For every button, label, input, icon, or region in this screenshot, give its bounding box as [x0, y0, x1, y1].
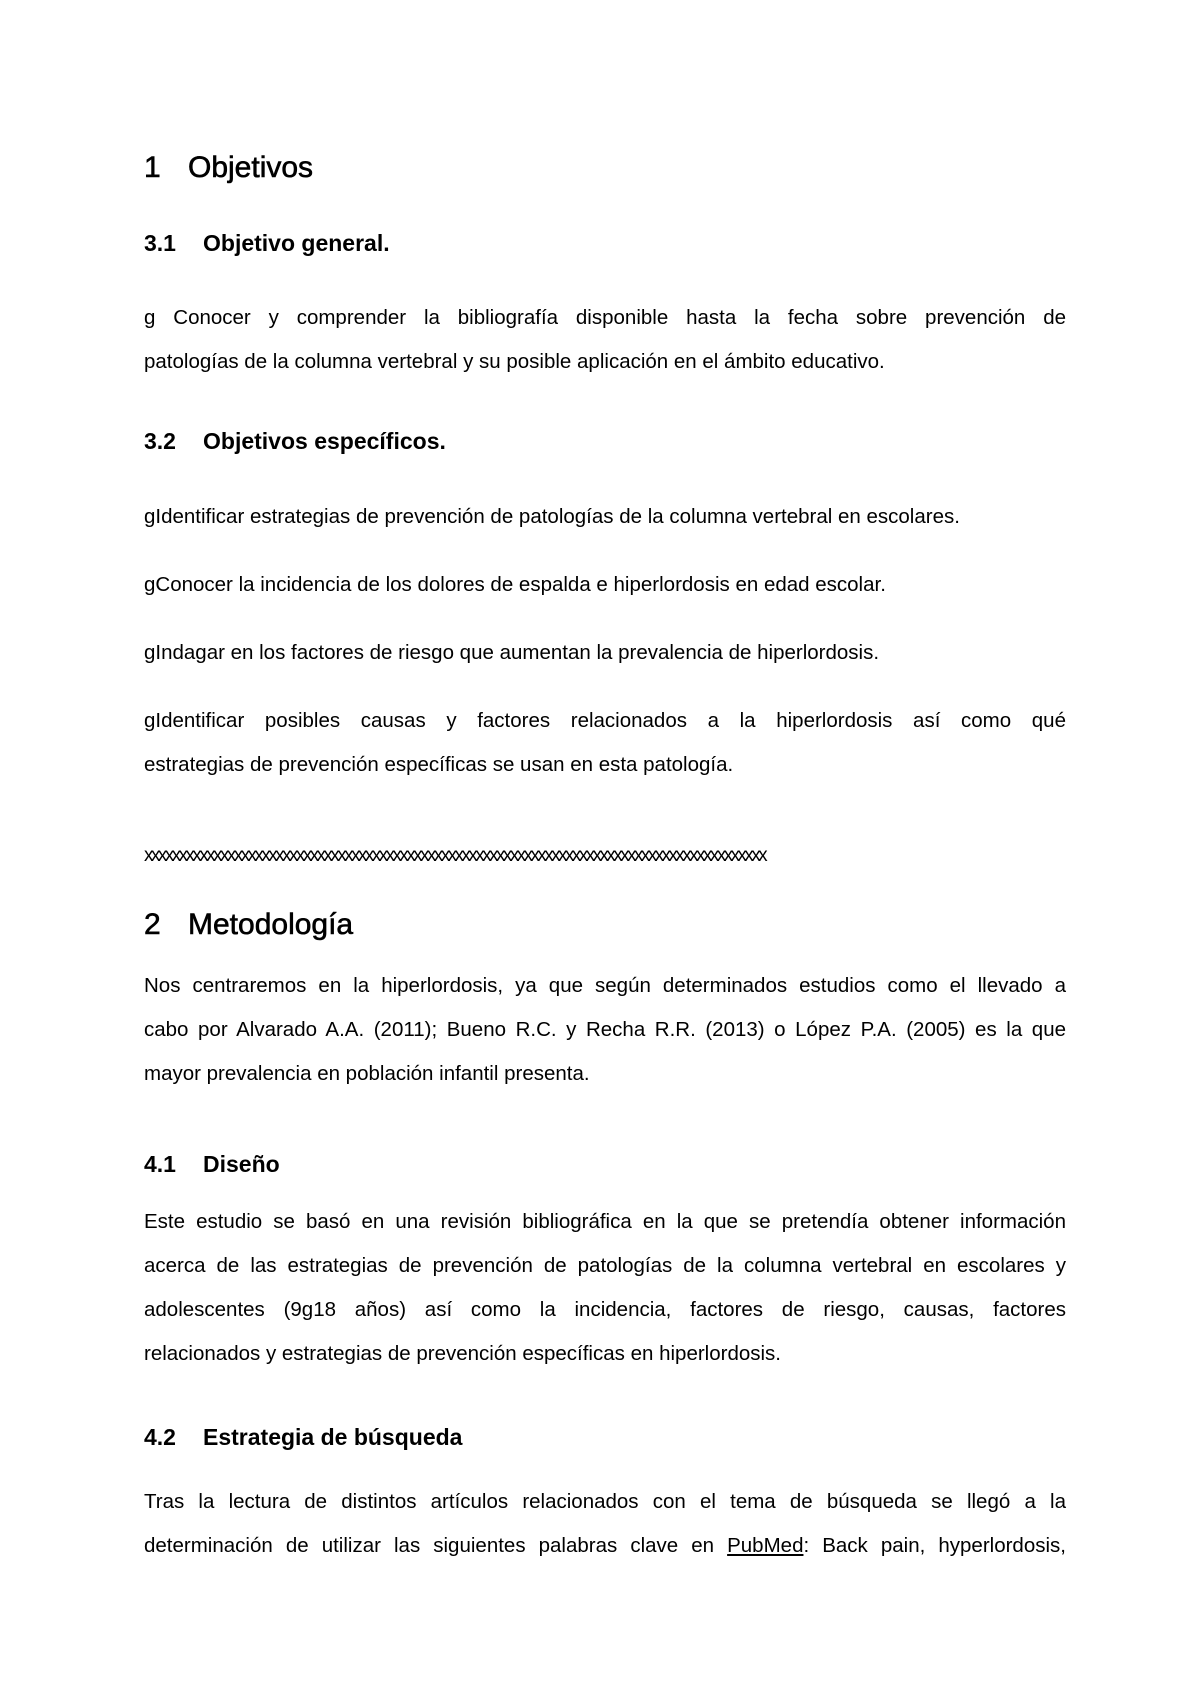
- heading-number: 3.1: [144, 230, 176, 256]
- heading-number: 4.1: [144, 1151, 176, 1177]
- paragraph-line: relacionados y estrategias de prevención específicas en hiperlordosis.: [144, 1342, 782, 1365]
- heading-number: 4.2: [144, 1424, 176, 1450]
- heading-diseno: [144, 1151, 280, 1178]
- heading-title: Metodología: [188, 908, 354, 941]
- heading-objetivos: [144, 151, 313, 185]
- list-item: [144, 631, 1066, 675]
- heading-number: 1: [144, 151, 161, 184]
- list-item-text: gIdentificar posibles causas y factores relacionados a la hiperlordosis así como qué: [144, 709, 1066, 732]
- heading-title: Objetivos: [188, 151, 314, 184]
- list-item: [144, 699, 1066, 787]
- heading-title: Diseño: [203, 1151, 280, 1177]
- paragraph-estrategia: [144, 1480, 1066, 1568]
- paragraph-line: patologías de la columna vertebral y su posible aplicación en el ámbito educativo.: [144, 350, 885, 373]
- heading-estrategia: [144, 1424, 462, 1451]
- list-item-text: gConocer la incidencia de los dolores de espalda e hiperlordosis en edad escolar.: [144, 573, 886, 596]
- list-item-text: gIdentificar estrategias de prevención de patologías de la columna vertebral en escolares.: [144, 505, 960, 528]
- paragraph-line: adolescentes (9g18 años) así como la incidencia, factores de riesgo, causas, factores: [144, 1298, 1066, 1321]
- paragraph-line: acerca de las estrategias de prevención de patologías de la columna vertebral en escolares y: [144, 1254, 1066, 1277]
- paragraph-metodologia: [144, 964, 1066, 1096]
- paragraph-line: g Conocer y comprender la bibliografía disponible hasta la fecha sobre prevención de: [144, 306, 1066, 329]
- list-item: [144, 495, 1066, 539]
- heading-title: Estrategia de búsqueda: [203, 1424, 463, 1450]
- heading-number: 2: [144, 908, 161, 941]
- heading-title: Objetivos específicos.: [203, 428, 446, 454]
- heading-title: Objetivo general.: [203, 230, 390, 256]
- paragraph-line: Tras la lectura de distintos artículos relacionados con el tema de búsqueda se llegó a la: [144, 1490, 1066, 1513]
- heading-objetivo-general: [144, 230, 390, 257]
- heading-objetivos-especificos: [144, 428, 446, 455]
- paragraph-text: : Back pain, hyperlordosis,: [803, 1534, 1066, 1557]
- list-item: [144, 563, 1066, 607]
- paragraph-line: cabo por Alvarado A.A. (2011); Bueno R.C. y Recha R.R. (2013) o López P.A. (2005) es la que: [144, 1018, 1066, 1041]
- paragraph-line: [144, 1524, 1066, 1568]
- separator-text: xxxxxxxxxxxxxxxxxxxxxxxxxxxxxxxxxxxxxxxxxxxxxxxxxxxxxxxxxxxxxxxxxxxxxxxxxxxxxxxxxxxxxxxxxx: [144, 845, 766, 866]
- paragraph-objetivo-general: [144, 296, 1066, 384]
- paragraph-line: Nos centraremos en la hiperlordosis, ya que según determinados estudios como el llevado a: [144, 974, 1066, 997]
- list-item-text: gIndagar en los factores de riesgo que aumentan la prevalencia de hiperlordosis.: [144, 641, 880, 664]
- paragraph-diseno: [144, 1200, 1066, 1376]
- pubmed-link[interactable]: PubMed: [727, 1534, 804, 1557]
- heading-metodologia: [144, 908, 353, 942]
- heading-number: 3.2: [144, 428, 176, 454]
- paragraph-line: mayor prevalencia en población infantil presenta.: [144, 1062, 590, 1085]
- list-item-text: estrategias de prevención específicas se usan en esta patología.: [144, 753, 734, 776]
- paragraph-text: determinación de utilizar las siguientes palabras clave en: [144, 1534, 728, 1557]
- paragraph-line: Este estudio se basó en una revisión bibliográfica en la que se pretendía obtener información: [144, 1210, 1066, 1233]
